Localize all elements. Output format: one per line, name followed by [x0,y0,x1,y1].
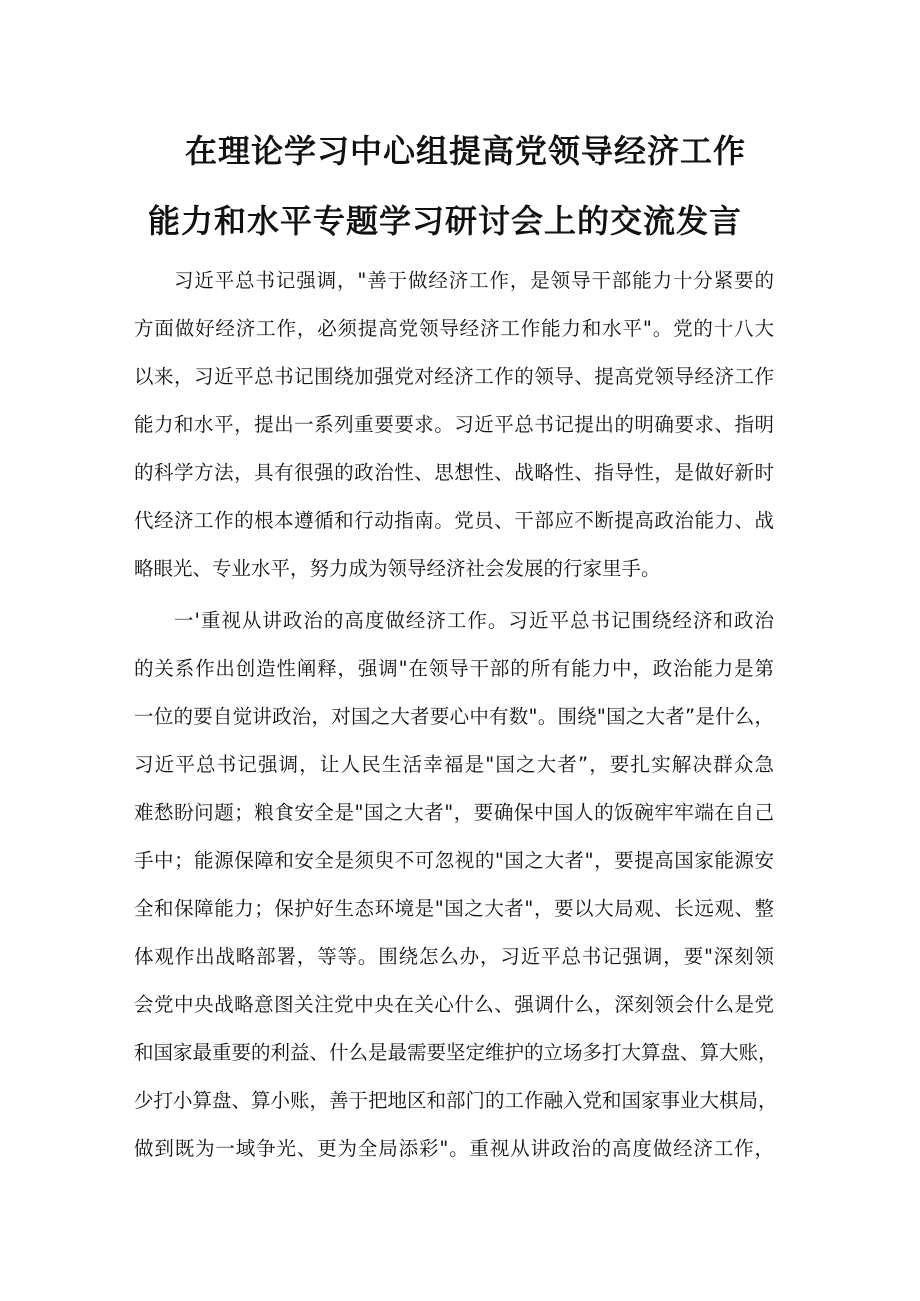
paragraph-line: 难愁盼问题；粮食安全是"国之大者"，要确保中国人的饭碗牢牢端在自己 [134,801,774,824]
paragraph-line: 的关系作出创造性阐释，强调"在领导干部的所有能力中，政治能力是第 [134,657,774,680]
paragraph-line: 方面做好经济工作，必须提高党领导经济工作能力和水平"。党的十八大 [134,317,774,340]
paragraph-line: 习近平总书记强调，"善于做经济工作，是领导干部能力十分紧要的 [174,269,774,292]
paragraph-line: 略眼光、专业水平，努力成为领导经济社会发展的行家里手。 [134,557,661,580]
paragraph-line: 全和保障能力；保护好生态环境是"国之大者"，要以大局观、长远观、整 [134,897,774,920]
paragraph-line: 代经济工作的根本遵循和行动指南。党员、干部应不断提高政治能力、战 [134,509,774,532]
paragraph-line: 以来，习近平总书记围绕加强党对经济工作的领导、提高党领导经济工作 [134,365,774,388]
paragraph-line: 少打小算盘、算小账，善于把地区和部门的工作融入党和国家事业大棋局， [134,1089,778,1112]
paragraph-line: 习近平总书记强调，让人民生活幸福是"国之大者”，要扎实解决群众急 [134,753,774,776]
paragraph-line: 做到既为一域争光、更为全局添彩"。重视从讲政治的高度做经济工作， [134,1137,774,1160]
document-title-line-2: 能力和水平专题学习研讨会上的交流发言 [148,202,743,240]
paragraph-line: 和国家最重要的利益、什么是最需要坚定维护的立场多打大算盘、算大账， [134,1041,778,1064]
paragraph-line: 一'重视从讲政治的高度做经济工作。习近平总书记围绕经济和政治 [174,609,774,632]
paragraph-line: 手中；能源保障和安全是须臾不可忽视的"国之大者"，要提高国家能源安 [134,849,774,872]
paragraph-line: 体观作出战略部署，等等。围绕怎么办，习近平总书记强调，要"深刻领 [134,945,774,968]
paragraph-line: 的科学方法，具有很强的政治性、思想性、战略性、指导性，是做好新时 [134,461,774,484]
paragraph-line: 能力和水平，提出一系列重要要求。习近平总书记提出的明确要求、指明 [134,413,774,436]
document-title-line-1: 在理论学习中心组提高党领导经济工作 [185,132,747,170]
paragraph-line: 一位的要自觉讲政治，对国之大者要心中有数"。围绕"国之大者”是什么， [134,705,774,728]
paragraph-line: 会党中央战略意图关注党中央在关心什么、强调什么，深刻领会什么是党 [134,993,774,1016]
